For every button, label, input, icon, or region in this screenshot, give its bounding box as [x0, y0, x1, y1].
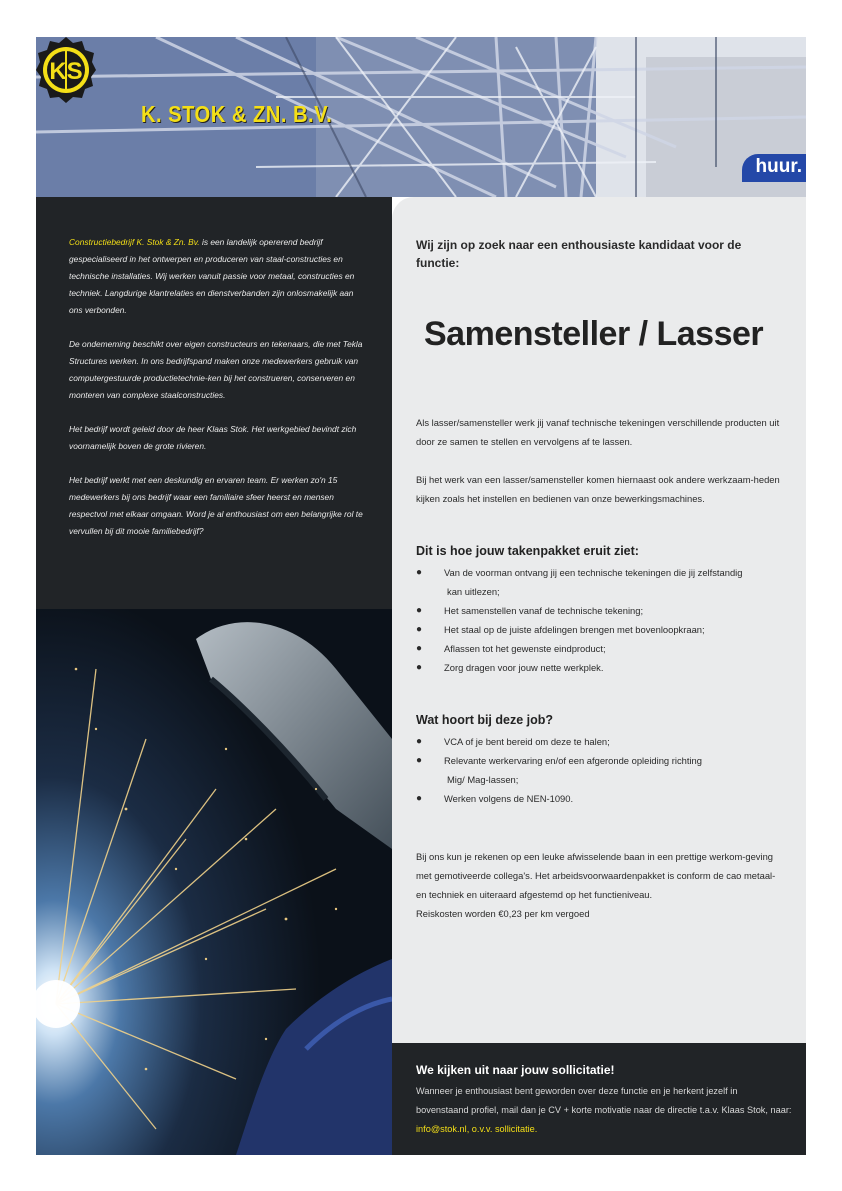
list-item	[416, 639, 788, 658]
application-footer	[392, 1043, 806, 1155]
welder-sparks-image	[36, 609, 392, 1155]
list-item	[416, 620, 788, 639]
requirement-text: Werken volgens de NEN-1090.	[444, 793, 574, 804]
bullet-icon: ●	[416, 567, 423, 578]
list-item	[416, 751, 788, 789]
requirements-list	[416, 732, 788, 808]
job-title: Samensteller / Lasser	[424, 315, 764, 353]
task-text: Aflassen tot het gewenste eindproduct;	[444, 643, 606, 654]
vacancy-panel	[392, 197, 806, 1043]
task-text: Zorg dragen voor jouw nette werkplek.	[444, 662, 604, 673]
bullet-icon: ●	[416, 662, 423, 673]
bullet-icon: ●	[416, 755, 423, 766]
vacancy-lead: Wij zijn op zoek naar een enthousiaste kandidaat voor de functie:	[416, 238, 742, 270]
intro-paragraph-2: De ondememing beschikt over eigen constructeurs en tekenaars, die met Tekla Structures werken. In ons bedrijfspand maken onze medewerkers gebruik van computergestuurde productietechnie-ken bij het construeren, conserveren en monteren van complexe staalconstructies.	[69, 339, 363, 400]
company-intro-panel	[36, 197, 392, 609]
job-description-1-text: Als lasser/samensteller werk jij vanaf technische tekeningen verschillende producten uit door ze samen te stellen en vervolgens af te lassen.	[416, 417, 780, 447]
task-text: Het samenstellen vanaf de technische tekening;	[444, 605, 644, 616]
brand-name: K. STOK & ZN. B.V.	[141, 101, 333, 127]
footer-heading: We kijken uit naar jouw sollicitatie!	[416, 1063, 615, 1077]
bullet-icon: ●	[416, 605, 423, 616]
list-item	[416, 563, 788, 601]
bullet-icon: ●	[416, 736, 423, 747]
requirements-heading: Wat hoort bij deze job?	[416, 713, 554, 727]
travel-allowance: Reiskosten worden €0,23 per km vergoed	[416, 908, 590, 919]
banner-sign: huur.	[742, 154, 806, 182]
intro-paragraph-4: Het bedrijf werkt met een deskundig en ervaren team. Er werken zo'n 15 medewerkers bij ons bedrijf waar een familiaire sfeer heerst en mensen respectvol met elkaar omgaan. Word je al enthousiast om een belangrijke rol te vervullen bij dit mooie familiebedrijf?	[69, 475, 363, 536]
footer-text	[416, 1082, 792, 1139]
task-text-continued: kan uitlezen;	[447, 586, 500, 597]
bullet-icon: ●	[416, 793, 423, 804]
list-item	[416, 601, 788, 620]
list-item	[416, 732, 788, 751]
email-link[interactable]: info@stok.nl	[416, 1124, 467, 1134]
company-name: Constructiebedrijf K. Stok & Zn. Bv.	[69, 237, 200, 247]
header-photo	[36, 37, 806, 197]
job-description-2	[416, 470, 788, 508]
wheat-gear-logo-icon	[36, 37, 96, 109]
welding-photo	[36, 609, 392, 1155]
requirement-text-continued: Mig/ Mag-lassen;	[447, 774, 519, 785]
requirement-text: VCA of je bent bereid om deze te halen;	[444, 736, 610, 747]
requirement-text: Relevante werkervaring en/of een afgeronde opleiding richting	[444, 755, 702, 766]
intro-paragraph-1	[69, 234, 369, 319]
list-item	[416, 658, 788, 677]
tasks-heading: Dit is hoe jouw takenpakket eruit ziet:	[416, 544, 639, 558]
bullet-icon: ●	[416, 643, 423, 654]
job-description-2-text: Bij het werk van een lasser/samensteller komen hiernaast ook andere werkzaam-heden kijken zoals het instellen en bedienen van onze bewerkingsmachines.	[416, 474, 780, 504]
offer-paragraph: Bij ons kun je rekenen op een leuke afwisselende baan in een prettige werkom-geving met gemotiveerde collega's. Het arbeidsvoorwaardenpakket is conform de cao metaal- en techniek en uiteraard afgestemd op het functieniveau.	[416, 851, 776, 900]
vacancy-flyer	[36, 37, 806, 1155]
job-description-1	[416, 413, 788, 451]
intro-paragraph-1-text: is een landelijk opererend bedrijf gespecialiseerd in het ontwerpen en produceren van staal-constructies en technische installaties. Wij werken vanuit passie voor metaal, constructies en techniek. Langdurige klantrelaties en dienstverbanden zijn onlosmakelijk aan ons verbonden.	[69, 237, 355, 315]
offer-text	[416, 847, 788, 923]
list-item	[416, 789, 788, 808]
tasks-list	[416, 563, 788, 677]
company-intro	[69, 234, 369, 557]
svg-text:KS: KS	[49, 58, 83, 85]
bullet-icon: ●	[416, 624, 423, 635]
task-text: Van de voorman ontvang jij een technische tekeningen die jij zelfstandig	[444, 567, 743, 578]
footer-instructions: Wanneer je enthousiast bent geworden over deze functie en je herkent jezelf in bovenstaand profiel, mail dan je CV + korte motivatie naar de directie t.a.v. Klaas Stok, naar:	[416, 1086, 792, 1115]
task-text: Het staal op de juiste afdelingen brengen met bovenloopkraan;	[444, 624, 705, 635]
footer-paragraph	[416, 1082, 792, 1139]
email-suffix: , o.v.v. sollicitatie.	[466, 1124, 538, 1134]
intro-paragraph-3: Het bedrijf wordt geleid door de heer Klaas Stok. Het werkgebied bevindt zich voornamelijk boven de grote rivieren.	[69, 424, 357, 451]
